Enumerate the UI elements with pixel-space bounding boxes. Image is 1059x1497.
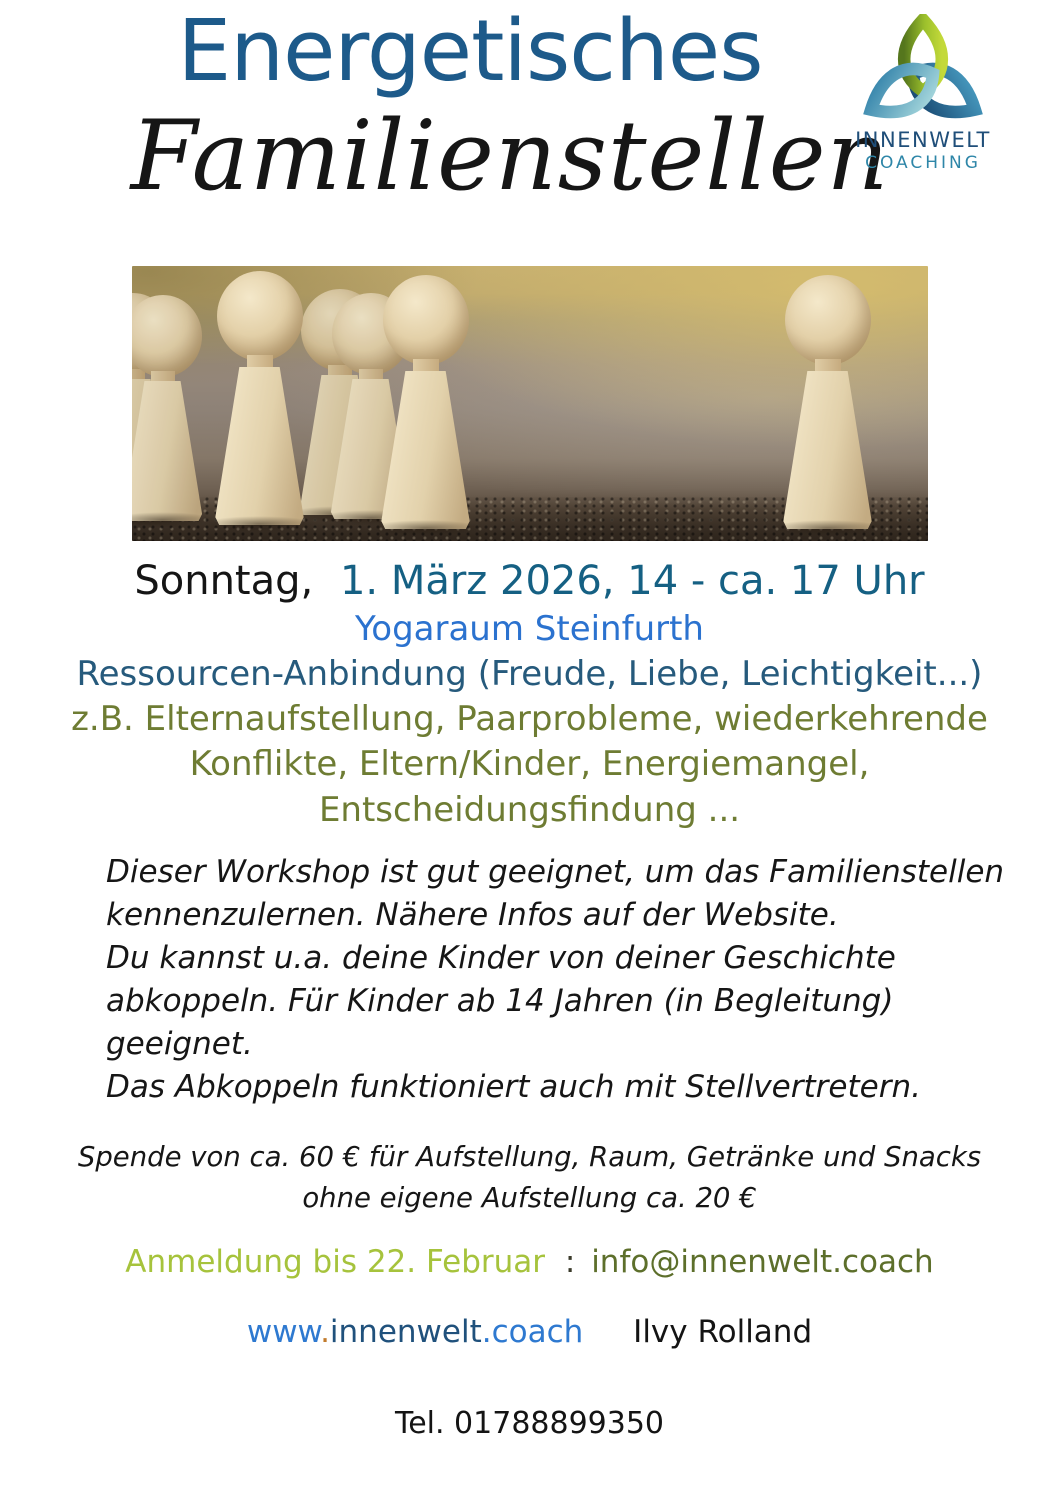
event-datetime: 1. März 2026, 14 - ca. 17 Uhr xyxy=(339,558,925,604)
header xyxy=(0,0,1059,266)
registration-deadline: Anmeldung bis 22. Februar xyxy=(125,1243,546,1280)
workshop-description xyxy=(0,851,1059,1109)
event-topic-line: z.B. Elternaufstellung, Paarprobleme, wiederkehrende xyxy=(71,699,988,740)
peg-figure xyxy=(212,271,308,525)
event-topic-line: Konflikte, Eltern/Kinder, Energiemangel, xyxy=(189,744,870,785)
event-topic-line: Entscheidungsfindung ... xyxy=(318,789,741,830)
pricing-line: Spende von ca. 60 € für Aufstellung, Raum, Getränke und Snacks xyxy=(77,1141,982,1174)
triquetra-icon xyxy=(859,14,987,126)
peg-figure-single xyxy=(780,275,876,529)
photo-peg-figures xyxy=(132,266,928,541)
logo xyxy=(835,14,1011,173)
page-title: Energetisches xyxy=(177,2,763,101)
website-www: www xyxy=(246,1313,321,1350)
registration-separator: : xyxy=(564,1243,576,1280)
registration-line xyxy=(0,1244,1059,1280)
website-domain: innenwelt xyxy=(329,1313,482,1350)
event-highlight: Ressourcen-Anbindung (Freude, Liebe, Leichtigkeit...) xyxy=(76,653,983,694)
logo-tagline: COACHING xyxy=(865,153,981,173)
description-line: kennenzulernen. Nähere Infos auf der Website. xyxy=(106,896,839,933)
pricing-info xyxy=(0,1137,1059,1220)
description-line: abkoppeln. Für Kinder ab 14 Jahren (in Begleitung) geeignet. xyxy=(106,982,894,1063)
event-location: Yogaraum Steinfurth xyxy=(355,609,704,649)
peg-figure xyxy=(132,295,206,521)
website-tld: .coach xyxy=(481,1313,584,1350)
description-line: Das Abkoppeln funktioniert auch mit Stellvertretern. xyxy=(106,1069,921,1106)
page-subtitle: Familienstellen xyxy=(130,100,890,212)
contact-name: Ilvy Rolland xyxy=(633,1313,813,1350)
registration-email-link[interactable]: info@innenwelt.coach xyxy=(591,1243,934,1280)
pricing-line: ohne eigene Aufstellung ca. 20 € xyxy=(302,1182,757,1215)
phone-number: Tel. 01788899350 xyxy=(394,1405,665,1441)
description-line: Dieser Workshop ist gut geeignet, um das Familienstellen xyxy=(106,853,1005,890)
logo-name: INNENWELT xyxy=(855,128,991,152)
peg-figure xyxy=(378,275,474,529)
footer-web-line xyxy=(0,1314,1059,1350)
website-link[interactable] xyxy=(247,1314,583,1350)
event-date-line xyxy=(0,555,1059,607)
website-dot: . xyxy=(320,1313,330,1350)
event-day: Sonntag, xyxy=(134,558,314,604)
description-line: Du kannst u.a. deine Kinder von deiner Geschichte xyxy=(106,939,896,976)
